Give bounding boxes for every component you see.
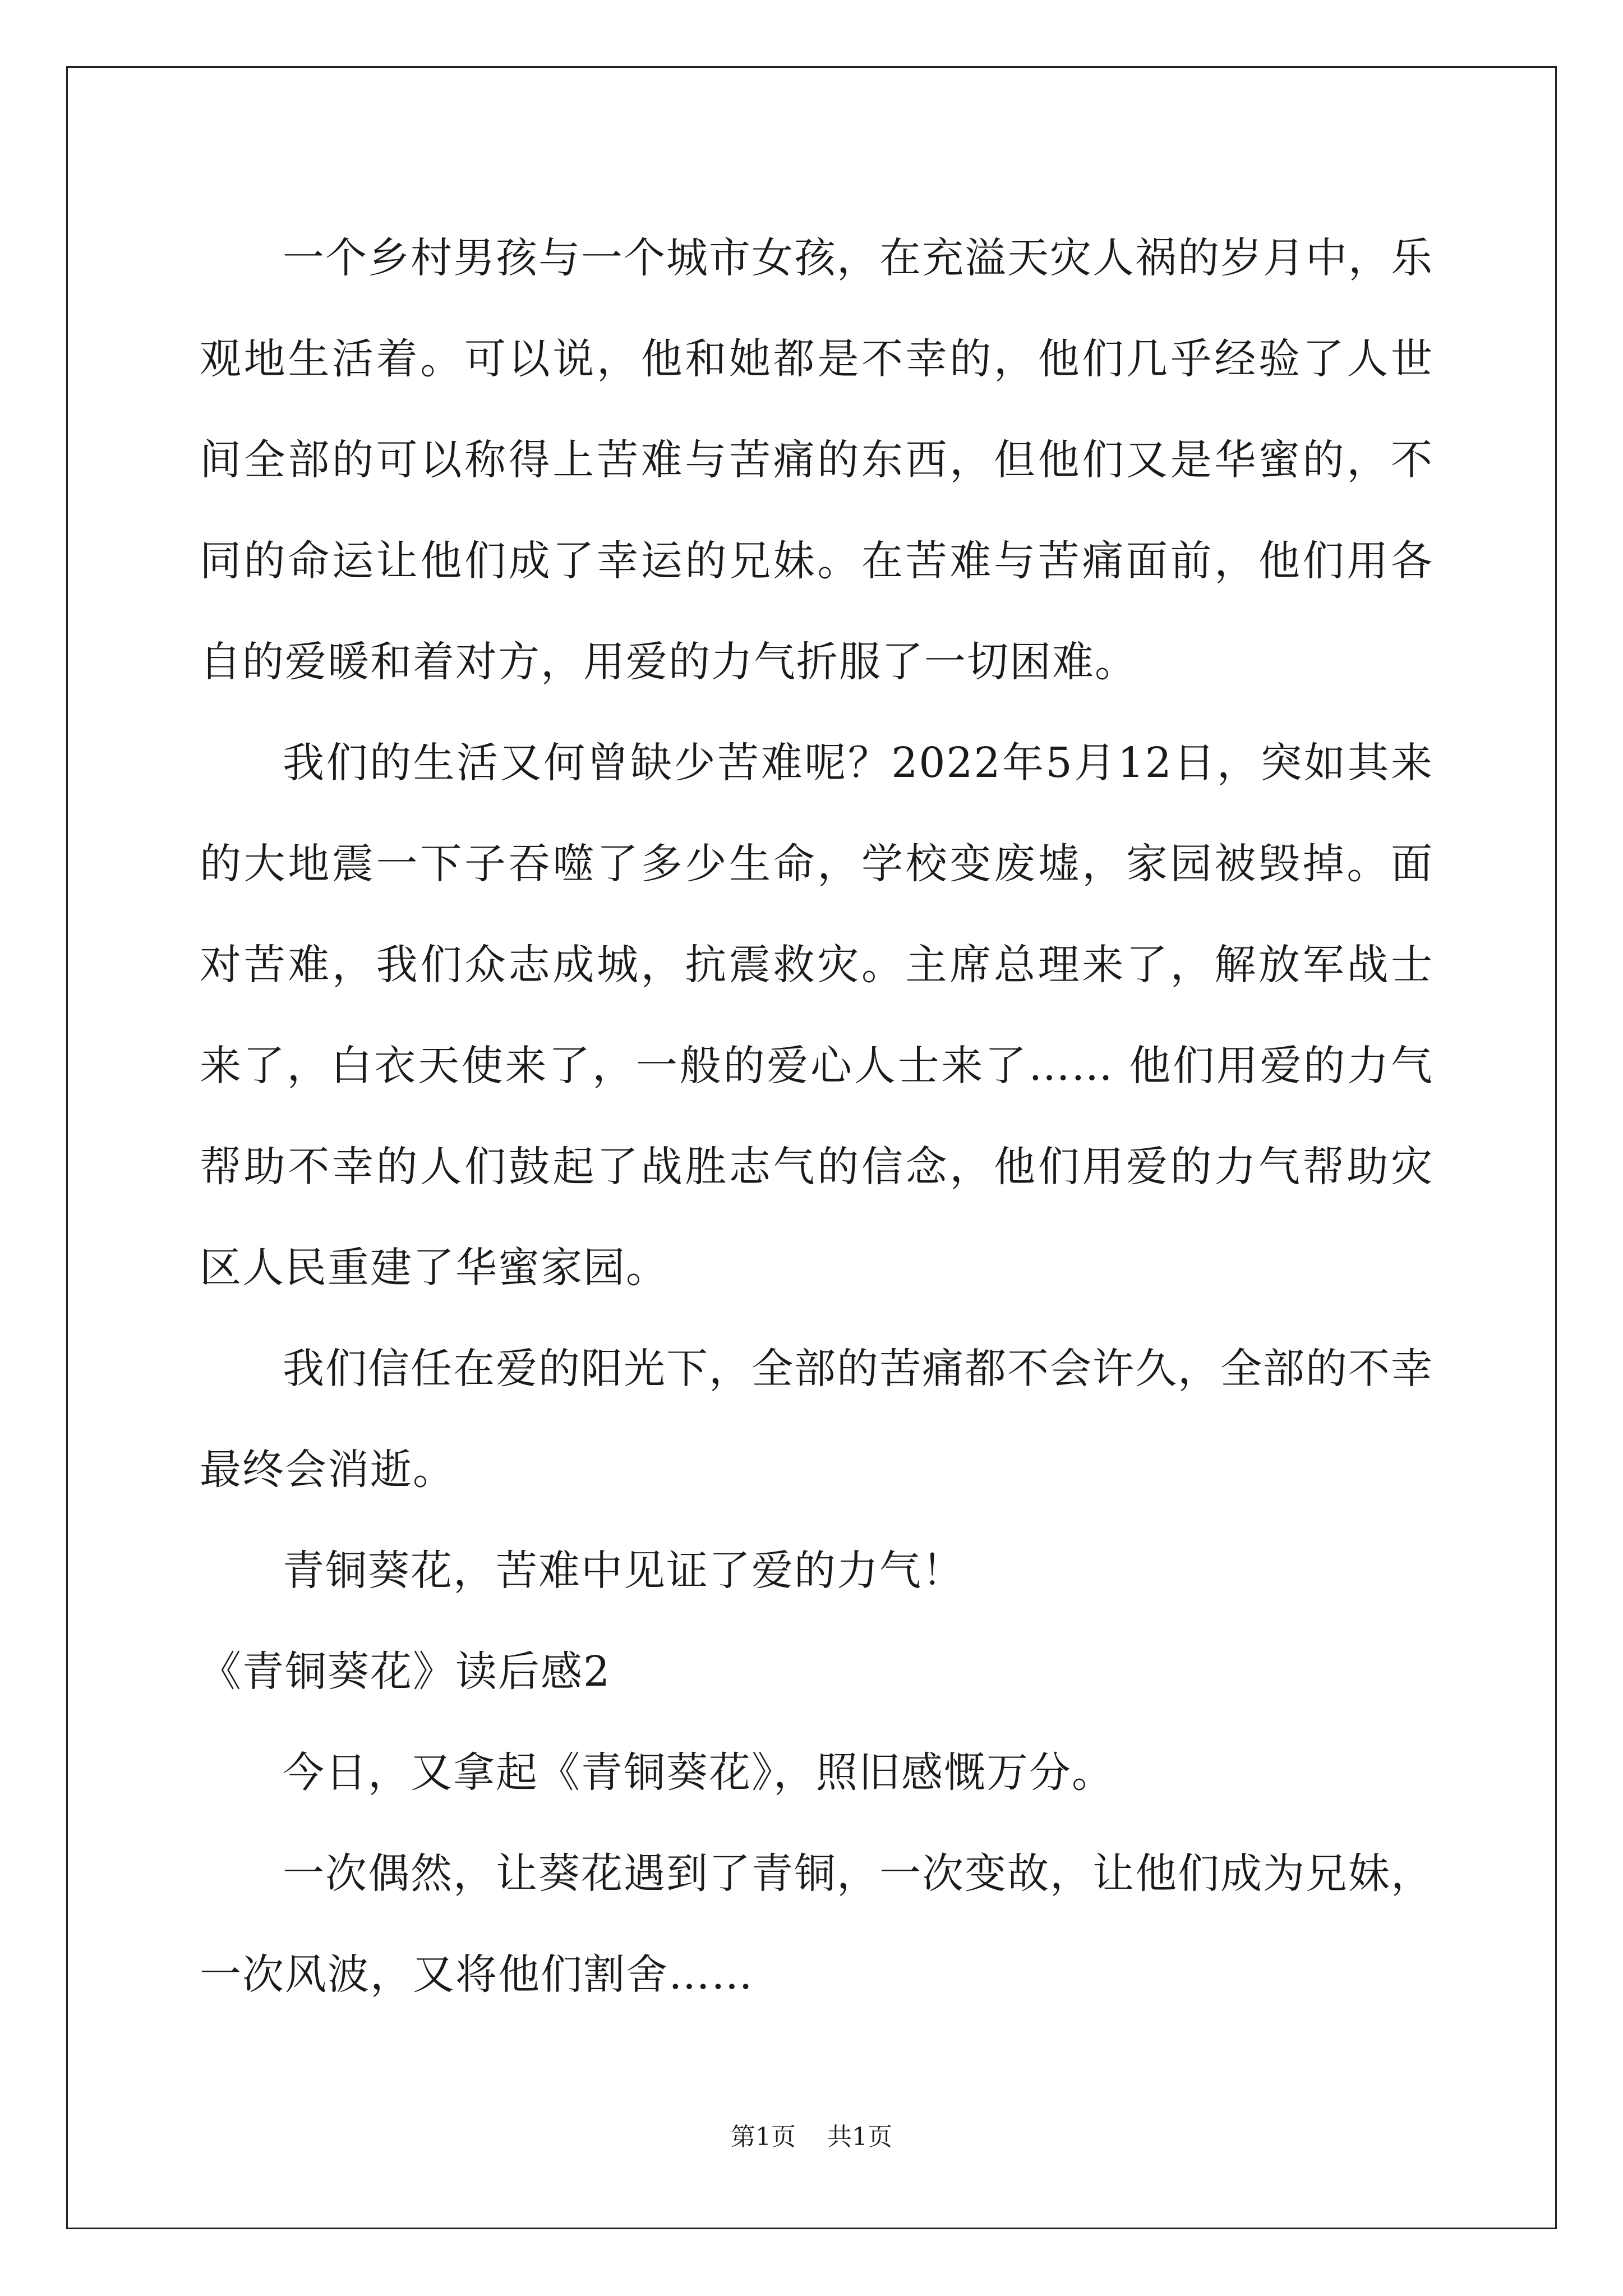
page-footer (0, 2120, 1623, 2154)
page-number: 第1页 (731, 2123, 796, 2151)
paragraph-2: 我们的生活又何曾缺少苦难呢？2022年5月12日，突如其来的大地震一下子吞噬了多少生命，学校变废墟，家园被毁掉。面对苦难，我们众志成城，抗震救灾。主席总理来了，解放军战士来了，白衣天使来了，一般的爱心人士来了…… 他们用爱的力气帮助不幸的人们鼓起了战胜志气的信念，他们用爱的力气帮助灾区人民重建了华蜜家园。 (200, 739, 1433, 1292)
paragraph-5: 今日，又拿起《青铜葵花》，照旧感慨万分。 (283, 1749, 1114, 1797)
paragraph-4: 青铜葵花，苦难中见证了爱的力气！ (283, 1547, 965, 1595)
paragraph-3: 我们信任在爱的阳光下，全部的苦痛都不会许久，全部的不幸最终会消逝。 (200, 1345, 1433, 1494)
paragraph-6: 一次偶然，让葵花遇到了青铜，一次变故，让他们成为兄妹，一次风波，又将他们割舍…… (200, 1849, 1433, 1999)
page-total: 共1页 (827, 2123, 892, 2151)
document-body (200, 208, 1433, 2025)
section-title: 《青铜葵花》读后感2 (200, 1648, 611, 1696)
paragraph-1: 一个乡村男孩与一个城市女孩，在充溢天灾人祸的岁月中，乐观地生活着。可以说，他和她都是不幸的，他们几乎经验了人世间全部的可以称得上苦难与苦痛的东西，但他们又是华蜜的，不同的命运让他们成了幸运的兄妹。在苦难与苦痛面前，他们用各自的爱暖和着对方，用爱的力气折服了一切困难。 (200, 234, 1433, 686)
